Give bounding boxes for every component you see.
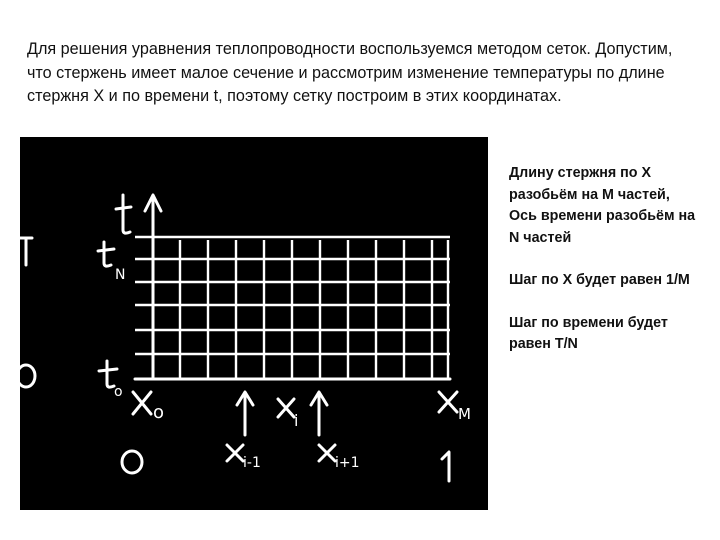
note-time-division: Ось времени разобьём на N частей <box>509 208 696 246</box>
mesh-grid <box>135 237 450 379</box>
label-x-i-plus-1-sub: i+1 <box>335 455 360 471</box>
label-t0-sub: o <box>114 384 123 400</box>
note-x-step: Шаг по X будет равен 1/M <box>509 272 690 288</box>
label-zero-left <box>20 365 35 387</box>
label-x0-sub: o <box>153 402 165 423</box>
side-notes <box>509 163 699 356</box>
label-x-i-minus-1-x <box>227 445 243 461</box>
label-t <box>116 195 131 233</box>
intro-paragraph: Для решения уравнения теплопроводности воспользуемся методом сеток. Допустим, что стержень имеет малое сечение и рассмотрим изменение температуры по длине стержня X и по времени t, поэтому сетку построим в этих координатах. <box>27 40 673 105</box>
label-one <box>442 452 449 481</box>
label-x-i-plus-1-x <box>319 445 335 461</box>
arrow-x-i-plus-1 <box>311 392 327 435</box>
label-xM-sub: M <box>458 405 471 423</box>
blackboard-sketch <box>20 137 488 510</box>
label-x0-x <box>133 392 151 414</box>
arrow-x-i-minus-1 <box>237 392 253 435</box>
note-time-step: Шаг по времени будет равен T/N <box>509 314 668 352</box>
label-xi-sub: i <box>294 411 299 430</box>
label-xi-x <box>278 399 294 417</box>
label-tN-t <box>98 242 114 266</box>
label-xM-x <box>439 392 457 412</box>
label-T <box>20 238 32 265</box>
note-x-division: Длину стержня по X разобьём на M частей, <box>509 165 670 203</box>
label-tN-sub: N <box>115 267 126 283</box>
label-x-i-minus-1-sub: i-1 <box>243 455 261 471</box>
label-zero-bottom <box>122 451 142 473</box>
grid-sketch <box>20 137 488 510</box>
